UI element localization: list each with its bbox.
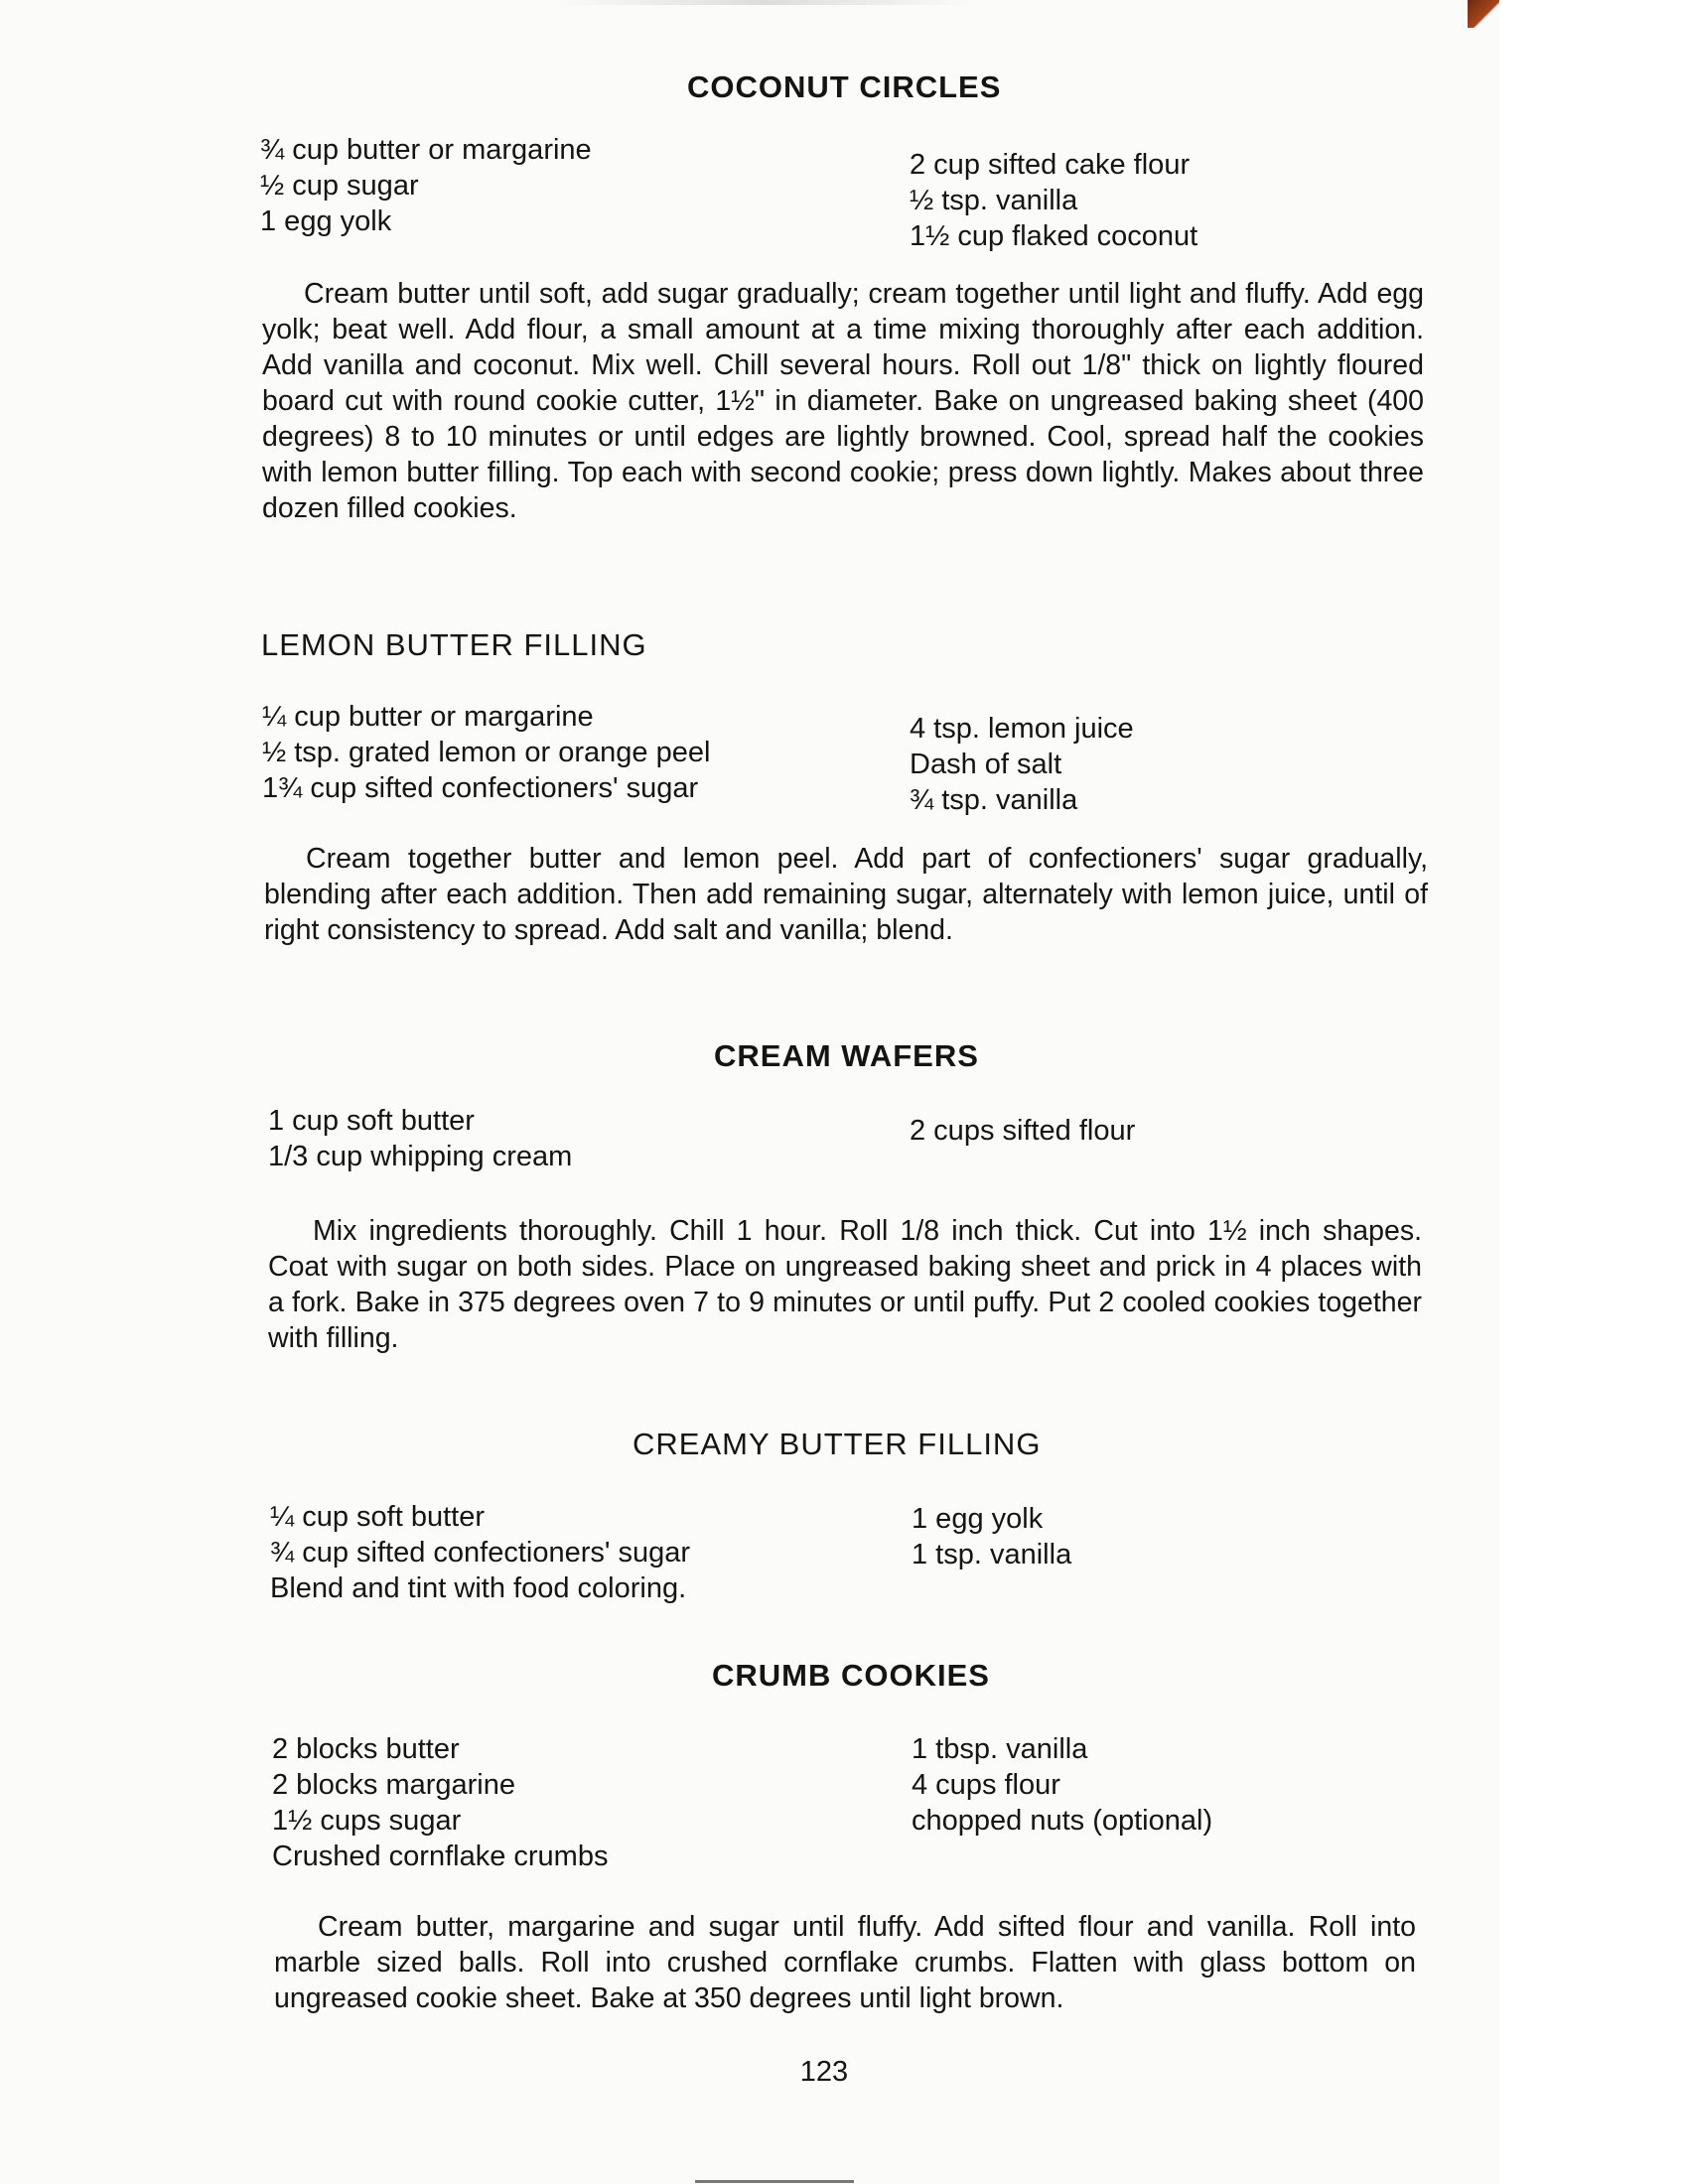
method-cream-wafers: Mix ingredients thoroughly. Chill 1 hour. Roll 1/8 inch thick. Cut into 1½ inch shapes. Coat with sugar on both sides. Place on ungreased baking sheet and prick in 4 places with a fork. Bake in 375 degrees oven 7 to 9 minutes or until puffy. Put 2 cooled cookies together with filling. bbox=[268, 1215, 1422, 1354]
scan-margin bbox=[1499, 0, 1688, 2184]
ingredient-line: 4 tsp. lemon juice bbox=[910, 713, 1134, 745]
ingredient-line: 1 cup soft butter bbox=[268, 1105, 475, 1137]
ingredients-left-coconut-circles bbox=[260, 132, 592, 239]
page-corner-mark bbox=[1468, 0, 1499, 28]
ingredient-line: ½ cup sugar bbox=[260, 170, 419, 202]
ingredient-line: 1½ cups sugar bbox=[272, 1805, 462, 1837]
ingredient-line: Blend and tint with food coloring. bbox=[270, 1572, 687, 1604]
scan-edge-line bbox=[695, 2180, 854, 2183]
method-coconut-circles: Cream butter until soft, add sugar gradually; cream together until light and fluffy. Add egg yolk; beat well. Add flour, a small amount at a time mixing thoroughly after each addition. Add vanilla and coconut. Mix well. Chill several hours. Roll out 1/8" thick on lightly floured board cut with round cookie cutter, 1½" in diameter. Bake on ungreased baking sheet (400 degrees) 8 to 10 minutes or until edges are lightly browned. Cool, spread half the cookies with lemon butter filling. Top each with second cookie; press down lightly. Makes about three dozen filled cookies. bbox=[262, 278, 1424, 524]
ingredients-right-lemon-butter-filling bbox=[910, 711, 1134, 818]
ingredients-right-cream-wafers bbox=[910, 1113, 1135, 1149]
ingredient-line: 1 tbsp. vanilla bbox=[912, 1733, 1088, 1765]
recipe-title-creamy-butter-filling: CREAMY BUTTER FILLING bbox=[633, 1427, 1042, 1461]
ingredients-right-coconut-circles bbox=[910, 147, 1197, 254]
ingredient-line: 1 egg yolk bbox=[260, 205, 392, 237]
ingredient-line: 2 cups sifted flour bbox=[910, 1115, 1136, 1147]
ingredient-line: 2 blocks butter bbox=[272, 1733, 460, 1765]
ingredient-line: ¾ tsp. vanilla bbox=[910, 784, 1078, 816]
ingredients-right-crumb-cookies bbox=[912, 1731, 1212, 1839]
recipe-title-cream-wafers: CREAM WAFERS bbox=[714, 1038, 979, 1073]
ingredients-left-crumb-cookies bbox=[272, 1731, 608, 1874]
ingredient-line: 1 egg yolk bbox=[912, 1503, 1044, 1535]
method-crumb-cookies: Cream butter, margarine and sugar until fluffy. Add sifted flour and vanilla. Roll into marble sized balls. Roll into crushed cornflake crumbs. Flatten with glass bottom on ungreased cookie sheet. Bake at 350 degrees until light brown. bbox=[274, 1911, 1416, 2014]
ingredients-left-creamy-butter-filling bbox=[270, 1499, 690, 1606]
ingredient-line: chopped nuts (optional) bbox=[912, 1805, 1213, 1837]
ingredients-right-creamy-butter-filling bbox=[912, 1501, 1071, 1572]
ingredient-line: ¾ cup sifted confectioners' sugar bbox=[270, 1537, 691, 1569]
ingredient-line: 2 blocks margarine bbox=[272, 1769, 515, 1801]
ingredient-line: ½ tsp. vanilla bbox=[910, 185, 1078, 216]
recipe-title-lemon-butter-filling: LEMON BUTTER FILLING bbox=[261, 627, 647, 662]
recipe-title-coconut-circles: COCONUT CIRCLES bbox=[687, 69, 1002, 104]
ingredients-left-cream-wafers bbox=[268, 1103, 572, 1174]
ingredient-line: ¼ cup soft butter bbox=[270, 1501, 486, 1533]
ingredient-line: Crushed cornflake crumbs bbox=[272, 1841, 609, 1872]
method-lemon-butter-filling: Cream together butter and lemon peel. Add part of confectioners' sugar gradually, blending after each addition. Then add remaining sugar, alternately with lemon juice, until of right consistency to spread. Add salt and vanilla; blend. bbox=[264, 843, 1428, 946]
ingredient-line: 1¾ cup sifted confectioners' sugar bbox=[262, 772, 699, 804]
ingredient-line: 1½ cup flaked coconut bbox=[910, 220, 1198, 252]
ingredient-line: 1/3 cup whipping cream bbox=[268, 1141, 573, 1172]
recipe-title-crumb-cookies: CRUMB COOKIES bbox=[712, 1658, 990, 1693]
ingredient-line: ¾ cup butter or margarine bbox=[260, 134, 592, 166]
ingredient-line: 2 cup sifted cake flour bbox=[910, 149, 1191, 181]
ingredient-line: 1 tsp. vanilla bbox=[912, 1539, 1072, 1570]
ingredients-left-lemon-butter-filling bbox=[262, 699, 710, 806]
page-number: 123 bbox=[799, 2056, 849, 2088]
ingredient-line: ¼ cup butter or margarine bbox=[262, 701, 594, 733]
scan-smudge bbox=[556, 0, 973, 5]
ingredient-line: Dash of salt bbox=[910, 749, 1062, 780]
ingredient-line: ½ tsp. grated lemon or orange peel bbox=[262, 737, 711, 768]
ingredient-line: 4 cups flour bbox=[912, 1769, 1060, 1801]
